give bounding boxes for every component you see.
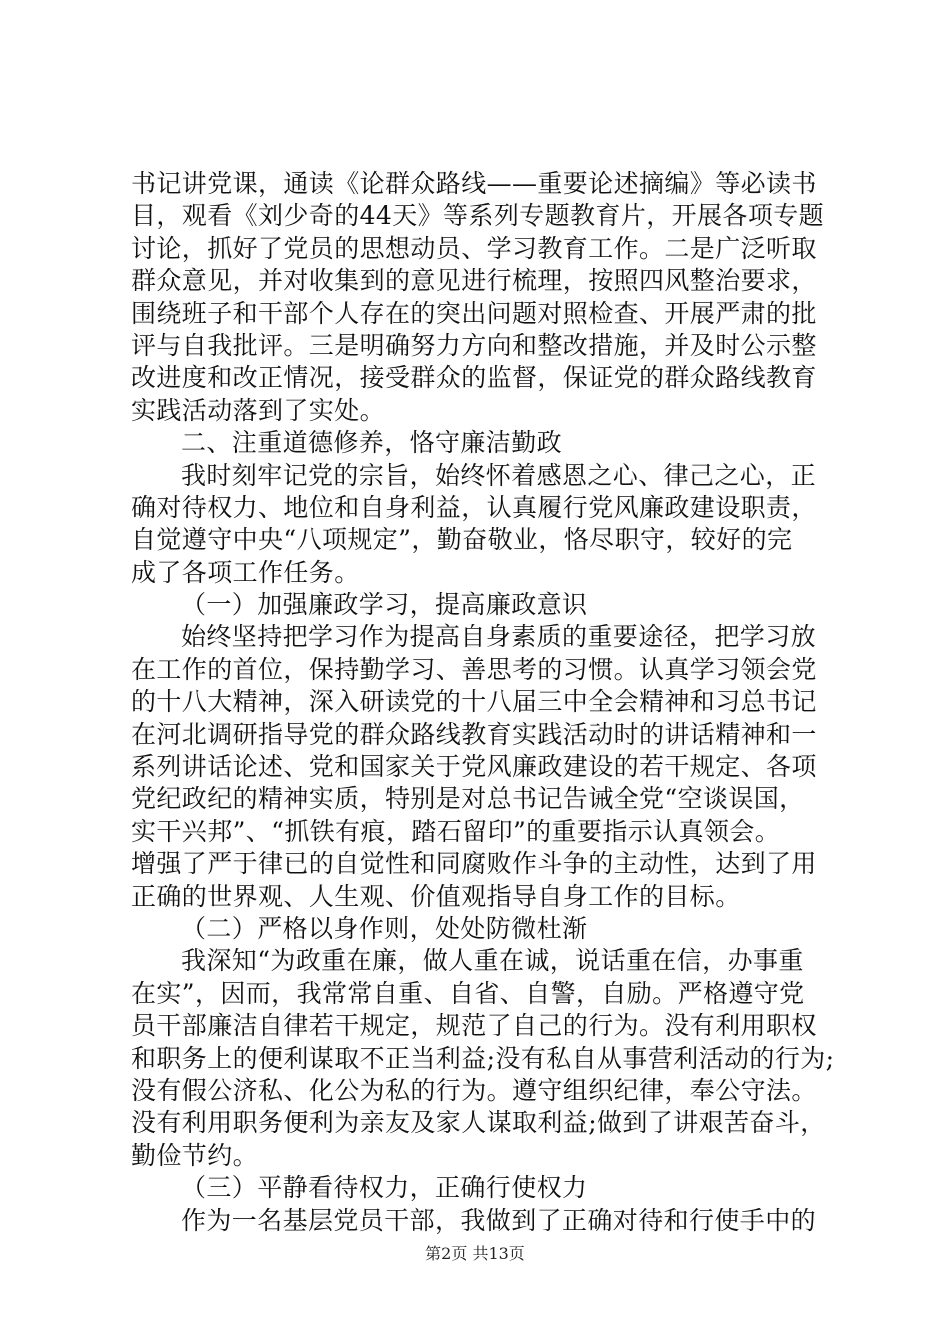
text-line: 正确的世界观、人生观、价值观指导自身工作的目标。 bbox=[131, 881, 741, 911]
text-line: 在河北调研指导党的群众路线教育实践活动时的讲话精神和一 bbox=[131, 719, 817, 749]
text-line: 自觉遵守中央“八项规定”，勤奋敬业，恪尽职守，较好的完 bbox=[131, 525, 793, 555]
text-line: 在实”，因而，我常常自重、自省、自警，自励。严格遵守党 bbox=[131, 978, 805, 1008]
text-line: 的十八大精神，深入研读党的十八届三中全会精神和习总书记 bbox=[131, 687, 817, 717]
text-line: 员干部廉洁自律若干规定，规范了自己的行为。没有利用职权 bbox=[131, 1011, 817, 1041]
text-line: 群众意见，并对收集到的意见进行梳理，按照四风整治要求， bbox=[131, 266, 817, 296]
text-line: 评与自我批评。三是明确努力方向和整改措施，并及时公示整 bbox=[131, 330, 817, 360]
text-line: 没有利用职务便利为亲友及家人谋取利益;做到了讲艰苦奋斗， bbox=[131, 1108, 826, 1138]
paragraph-first-line: 我深知“为政重在廉，做人重在诚，说话重在信，办事重 bbox=[181, 946, 804, 976]
text-line: 系列讲话论述、党和国家关于党风廉政建设的若干规定、各项 bbox=[131, 752, 817, 782]
text-line: 没有假公济私、化公为私的行为。遵守组织纪律，奉公守法。 bbox=[131, 1075, 817, 1105]
text-line: 在工作的首位，保持勤学习、善思考的习惯。认真学习领会党 bbox=[131, 654, 817, 684]
text-line: 和职务上的便利谋取不正当利益;没有私自从事营利活动的行为; bbox=[131, 1043, 835, 1073]
paragraph-first-line: 作为一名基层党员干部，我做到了正确对待和行使手中的 bbox=[181, 1205, 817, 1235]
text-line: 围绕班子和干部个人存在的突出问题对照检查、开展严肃的批 bbox=[131, 298, 817, 328]
subsection-heading: （三）平静看待权力，正确行使权力 bbox=[181, 1173, 588, 1203]
text-line: 党纪政纪的精神实质，特别是对总书记告诫全党“空谈误国， bbox=[131, 784, 805, 814]
subsection-heading: （一）加强廉政学习，提高廉政意识 bbox=[181, 590, 588, 620]
section-heading: 二、注重道德修养，恪守廉洁勤政 bbox=[181, 428, 563, 458]
text-line: 目，观看《刘少奇的44天》等系列专题教育片，开展各项专题 bbox=[131, 201, 825, 231]
text-line: 改进度和改正情况，接受群众的监督，保证党的群众路线教育 bbox=[131, 363, 817, 393]
text-line: 实践活动落到了实处。 bbox=[131, 395, 386, 425]
text-line: 勤俭节约。 bbox=[131, 1140, 259, 1170]
text-line: 实干兴邦”、“抓铁有痕，踏石留印”的重要指示认真领会。 bbox=[131, 816, 781, 846]
text-line: 增强了严于律已的自觉性和同腐败作斗争的主动性，达到了用 bbox=[131, 849, 817, 879]
page-footer: 第2页 共13页 bbox=[425, 1244, 525, 1263]
text-line: 成了各项工作任务。 bbox=[131, 557, 360, 587]
document-body bbox=[131, 168, 835, 1237]
text-line: 确对待权力、地位和自身利益，认真履行党风廉政建设职责， bbox=[131, 492, 817, 522]
text-line: 讨论，抓好了党员的思想动员、学习教育工作。二是广泛听取 bbox=[131, 233, 817, 263]
paragraph-first-line: 我时刻牢记党的宗旨，始终怀着感恩之心、律己之心，正 bbox=[181, 460, 817, 490]
text-line: 书记讲党课，通读《论群众路线——重要论述摘编》等必读书 bbox=[131, 169, 817, 198]
subsection-heading: （二）严格以身作则，处处防微杜渐 bbox=[181, 913, 588, 943]
paragraph-first-line: 始终坚持把学习作为提高自身素质的重要途径，把学习放 bbox=[181, 622, 817, 652]
